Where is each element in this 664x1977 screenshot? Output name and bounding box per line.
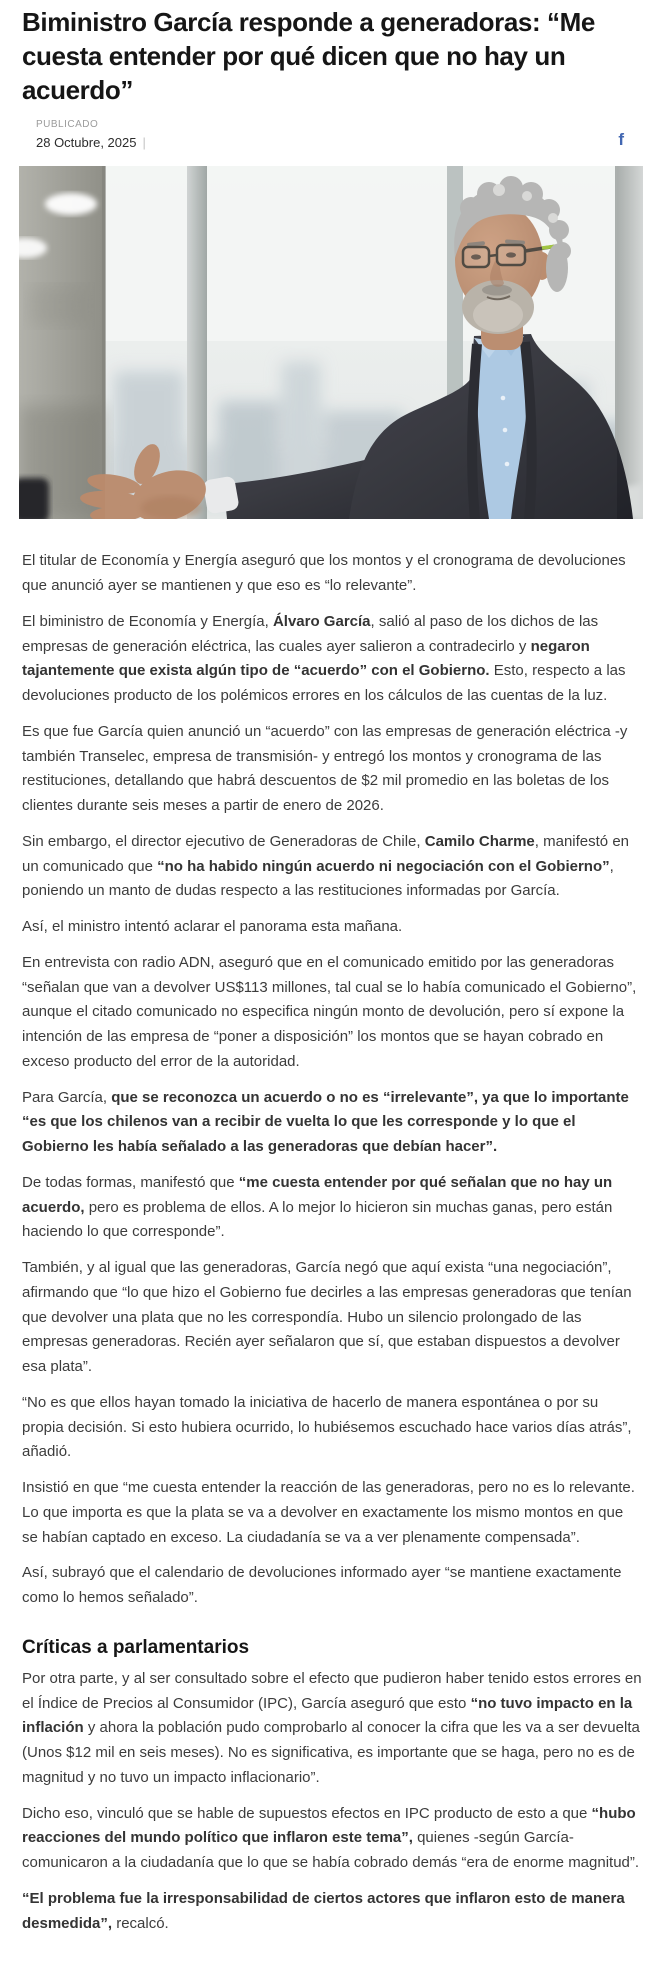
article-body — [22, 549, 642, 1936]
text-run: Álvaro García — [272, 612, 371, 630]
published-block — [36, 119, 146, 150]
text-run: negaron tajantemente que exista algún tipo de “acuerdo” con el Gobierno. — [22, 637, 590, 680]
text-run: que se reconozca un acuerdo o no es “irrelevante”, ya que lo importante “es que los chilenos van a recibir de vuelta lo que les corresponde y lo que el Gobierno les había señalado a las generadoras que debían hacer”. — [22, 1088, 629, 1156]
article-meta — [36, 119, 630, 150]
text-run: , poniendo un manto de dudas respecto a las restituciones informadas por García. — [22, 857, 614, 900]
article-paragraph — [22, 830, 642, 904]
text-run: , salió al paso de los dichos de las empresas de generación eléctrica, las cuales ayer salieron a contradecirlo y — [22, 612, 599, 655]
text-run: Esto, respecto a las devoluciones producto de los polémicos errores en los cálculos de las cuentas de la luz. — [22, 662, 626, 705]
text-run: Insistió en que “me cuesta entender la reacción de las generadoras, pero no es lo relevante. Lo que importa es que la plata se va a devolver en exactamente los mismo montos en que se habían captado en exceso. La ciudadanía se va a ver plenamente compensada”. — [22, 1479, 635, 1546]
article-paragraph — [22, 915, 642, 940]
text-run: En entrevista con radio ADN, aseguró que en el comunicado emitido por las generadoras “señalan que van a devolver US$113 millones, tal cual se lo había comunicado el Gobierno”, aunque el citado comunicado no especifica ningún monto de devolución, pero sí expone la intención de las empresa de “poner a disposición” los montos que se hayan cobrado en exceso producto del error de la autoridad. — [22, 953, 637, 1070]
published-date: 28 Octubre, 2025 — [36, 135, 137, 151]
article-paragraph — [22, 1171, 642, 1245]
text-run: Por otra parte, y al ser consultado sobre el efecto que pudieron haber tenido estos errores en el Índice de Precios al Consumidor (IPC), García aseguró que esto — [22, 1669, 642, 1712]
text-run: También, y al igual que las generadoras, García negó que aquí exista “una negociación”, afirmando que “lo que hizo el Gobierno fue decirles a las empresas generadoras que tenían que devolver una plata que no les correspondía. Hubo un silencio prolongado de las empresas generadoras. Recién ayer señalaron que sí, que estaban dispuestos a devolver esa plata”. — [22, 1259, 632, 1376]
section-subheading: Críticas a parlamentarios — [22, 1636, 250, 1658]
text-run: Así, el ministro intentó aclarar el panorama esta mañana. — [22, 918, 403, 936]
article-paragraph — [22, 1802, 642, 1876]
text-run: y ahora la población pudo comprobarlo al conocer la cifra que les va a ser devuelta (Unos $12 mil en seis meses). No es significativa, es importante que se haga, pero no es de magnitud y no tuvo un impacto inflacionario”. — [22, 1719, 640, 1786]
text-run: El titular de Economía y Energía aseguró que los montos y el cronograma de devoluciones que anunció ayer se mantienen y que eso es “lo relevante”. — [22, 552, 626, 595]
article-paragraph — [22, 1476, 642, 1550]
published-date-line — [36, 135, 146, 150]
article-paragraph — [22, 1391, 642, 1465]
article-paragraph — [22, 1561, 642, 1611]
article-paragraph — [22, 549, 642, 599]
text-run: “hubo reacciones del mundo político que inflaron este tema”, — [22, 1804, 636, 1847]
article-photo — [19, 166, 643, 519]
text-run: Sin embargo, el director ejecutivo de Generadoras de Chile, — [22, 832, 425, 850]
date-separator: | — [142, 135, 146, 151]
text-run: Es que fue García quien anunció un “acuerdo” con las empresas de generación eléctrica -y también Transelec, empresa de transmisión- y entregó los montos y cronograma de las restituciones, detallando que habrá descuentos de $2 mil promedio en las boletas de los clientes durante seis meses a partir de enero de 2026. — [22, 722, 628, 815]
text-run: “no ha habido ningún acuerdo ni negociación con el Gobierno” — [157, 857, 610, 875]
photo-haze — [105, 166, 617, 519]
article-paragraph — [22, 1256, 642, 1380]
text-run: “no tuvo impacto en la inflación — [22, 1694, 633, 1737]
text-run: recalcó. — [112, 1914, 169, 1932]
text-run: “No es que ellos hayan tomado la iniciativa de hacerlo de manera espontánea o por su propia decisión. Si esto hubiera ocurrido, lo hubiésemos escuchado hace varios días atrás”, añadió. — [22, 1393, 632, 1461]
text-run: Así, subrayó que el calendario de devoluciones informado ayer “se mantiene exactamente como lo hemos señalado”. — [22, 1564, 622, 1607]
article-paragraph — [22, 951, 642, 1075]
article-paragraph — [22, 1667, 642, 1791]
text-run: “me cuesta entender por qué señalan que no hay un acuerdo, — [22, 1173, 613, 1216]
text-run: quienes -según García- comunicaron a la ciudadanía que lo que se había cobrado demás “era de enorme magnitud”. — [22, 1829, 640, 1872]
published-label: PUBLICADO — [36, 119, 99, 131]
page-title: Biministro García responde a generadoras: “Me cuesta entender por qué dicen que no hay un acuerdo” — [22, 7, 595, 105]
photo-illustration — [19, 166, 643, 519]
text-run: Camilo Charme — [424, 832, 535, 850]
article-paragraph — [22, 610, 642, 709]
facebook-share-icon[interactable]: f — [618, 130, 624, 150]
article-paragraph — [22, 1086, 642, 1160]
text-run: Para García, — [22, 1088, 112, 1106]
text-run: El biministro de Economía y Energía, — [22, 612, 273, 630]
photo-pillar — [19, 166, 106, 519]
text-run: “El problema fue la irresponsabilidad de ciertos actores que inflaron esto de manera desmedida”, — [22, 1889, 625, 1932]
text-run: De todas formas, manifestó que — [22, 1173, 239, 1191]
text-run: Dicho eso, vinculó que se hable de supuestos efectos en IPC producto de esto a que — [22, 1804, 592, 1822]
text-run: pero es problema de ellos. A lo mejor lo hicieron sin muchas ganas, pero están haciendo lo que corresponde”. — [22, 1198, 613, 1241]
article-paragraph — [22, 1887, 642, 1937]
article-paragraph — [22, 720, 642, 819]
text-run: , manifestó en un comunicado que — [22, 832, 629, 875]
photo-chair-back — [19, 478, 49, 519]
